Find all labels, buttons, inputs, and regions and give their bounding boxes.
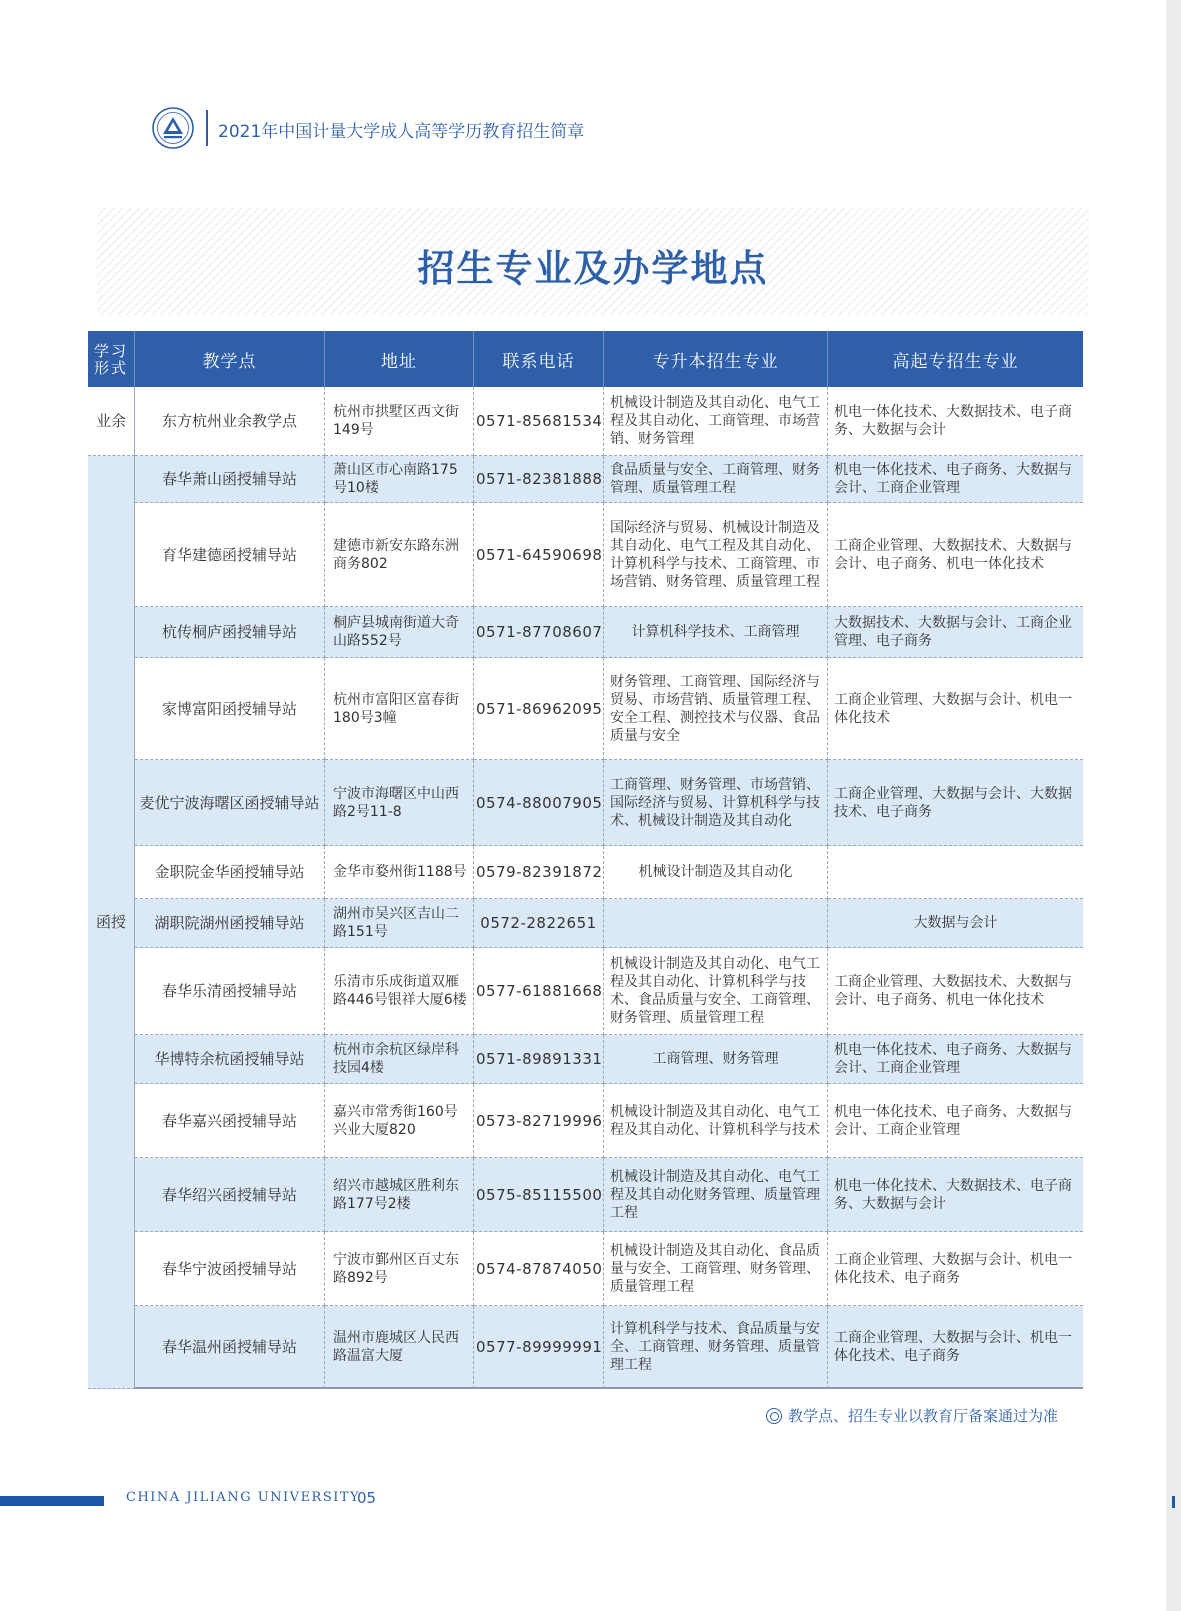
- table-row: [88, 1306, 1083, 1389]
- upgrade-majors-cell: 计算机科学技术、工商管理: [604, 607, 828, 658]
- phone-cell: 0571-64590698: [474, 503, 604, 607]
- address-cell: 嘉兴市常秀街160号兴业大厦820: [325, 1084, 474, 1158]
- address-cell: 杭州市余杭区绿岸科技园4楼: [325, 1035, 474, 1084]
- site-cell: 春华绍兴函授辅导站: [135, 1158, 325, 1232]
- site-cell: 金职院金华函授辅导站: [135, 846, 325, 899]
- upgrade-majors-cell: 机械设计制造及其自动化、电气工程及其自动化财务管理、质量管理工程: [604, 1158, 828, 1232]
- address-cell: 湖州市吴兴区吉山二路151号: [325, 899, 474, 948]
- table-row: [88, 607, 1083, 658]
- site-cell: 华博特余杭函授辅导站: [135, 1035, 325, 1084]
- site-cell: 麦优宁波海曙区函授辅导站: [135, 760, 325, 846]
- study-form-correspondence: 函授: [88, 456, 135, 1389]
- phone-cell: 0571-89891331: [474, 1035, 604, 1084]
- site-cell: 杭传桐庐函授辅导站: [135, 607, 325, 658]
- target-circle-icon: [766, 1408, 782, 1424]
- site-cell: 春华温州函授辅导站: [135, 1306, 325, 1389]
- column-header-phone: 联系电话: [474, 331, 604, 387]
- college-majors-cell: 工商企业管理、大数据与会计、机电一体化技术、电子商务: [828, 1306, 1083, 1389]
- college-majors-cell: 工商企业管理、大数据技术、大数据与会计、电子商务、机电一体化技术: [828, 503, 1083, 607]
- table-row: [88, 503, 1083, 607]
- address-cell: 宁波市海曙区中山西路2号11-8: [325, 760, 474, 846]
- college-majors-cell: 机电一体化技术、大数据技术、电子商务、大数据与会计: [828, 387, 1083, 456]
- college-majors-cell: 大数据技术、大数据与会计、工商企业管理、电子商务: [828, 607, 1083, 658]
- site-cell: 春华嘉兴函授辅导站: [135, 1084, 325, 1158]
- upgrade-majors-cell: 食品质量与安全、工商管理、财务管理、质量管理工程: [604, 456, 828, 503]
- phone-cell: 0571-87708607: [474, 607, 604, 658]
- table-header-row: [88, 331, 1083, 387]
- page-edge-mark: [1172, 1496, 1175, 1508]
- address-cell: 绍兴市越城区胜利东路177号2楼: [325, 1158, 474, 1232]
- footer-university-name: CHINA JILIANG UNIVERSITY: [126, 1490, 361, 1505]
- column-header-upgrade-majors: 专升本招生专业: [604, 331, 828, 387]
- site-cell: 湖职院湖州函授辅导站: [135, 899, 325, 948]
- college-majors-cell: 大数据与会计: [828, 899, 1083, 948]
- upgrade-majors-cell: 工商管理、财务管理: [604, 1035, 828, 1084]
- phone-cell: 0571-85681534: [474, 387, 604, 456]
- header-divider: [206, 110, 208, 146]
- table-row: [88, 387, 1083, 456]
- column-header-study-form: 学习形式: [88, 331, 135, 387]
- table-row: [88, 1232, 1083, 1306]
- study-form-parttime: 业余: [88, 387, 135, 456]
- document-header-title: 2021年中国计量大学成人高等学历教育招生简章: [218, 122, 585, 142]
- college-majors-cell: 工商企业管理、大数据与会计、机电一体化技术: [828, 658, 1083, 760]
- table-row: [88, 948, 1083, 1035]
- upgrade-majors-cell: [604, 899, 828, 948]
- phone-cell: 0577-61881668: [474, 948, 604, 1035]
- upgrade-majors-cell: 工商管理、财务管理、市场营销、国际经济与贸易、计算机科学与技术、机械设计制造及其自动化: [604, 760, 828, 846]
- phone-cell: 0574-88007905: [474, 760, 604, 846]
- address-cell: 杭州市富阳区富春街180号3幢: [325, 658, 474, 760]
- address-cell: 温州市鹿城区人民西路温富大厦: [325, 1306, 474, 1389]
- college-majors-cell: 工商企业管理、大数据与会计、机电一体化技术、电子商务: [828, 1232, 1083, 1306]
- upgrade-majors-cell: 国际经济与贸易、机械设计制造及其自动化、电气工程及其自动化、计算机科学与技术、工商管理、市场营销、财务管理、质量管理工程: [604, 503, 828, 607]
- college-majors-cell: 机电一体化技术、电子商务、大数据与会计、工商企业管理: [828, 1035, 1083, 1084]
- site-cell: 春华宁波函授辅导站: [135, 1232, 325, 1306]
- address-cell: 萧山区市心南路175号10楼: [325, 456, 474, 503]
- column-header-address: 地址: [325, 331, 474, 387]
- page-edge-strip: [1166, 0, 1181, 1611]
- phone-cell: 0577-89999991: [474, 1306, 604, 1389]
- site-cell: 春华乐清函授辅导站: [135, 948, 325, 1035]
- table-row: [88, 846, 1083, 899]
- upgrade-majors-cell: 机械设计制造及其自动化、食品质量与安全、工商管理、财务管理、质量管理工程: [604, 1232, 828, 1306]
- table-row: [88, 1158, 1083, 1232]
- footnote: [766, 1405, 1058, 1426]
- upgrade-majors-cell: 机械设计制造及其自动化、电气工程及其自动化、工商管理、市场营销、财务管理: [604, 387, 828, 456]
- university-logo-icon: [152, 107, 194, 149]
- site-cell: 东方杭州业余教学点: [135, 387, 325, 456]
- college-majors-cell: 机电一体化技术、电子商务、大数据与会计、工商企业管理: [828, 1084, 1083, 1158]
- college-majors-cell: 工商企业管理、大数据与会计、大数据技术、电子商务: [828, 760, 1083, 846]
- phone-cell: 0571-86962095: [474, 658, 604, 760]
- section-title: 招生专业及办学地点: [417, 247, 769, 290]
- college-majors-cell: 机电一体化技术、大数据技术、电子商务、大数据与会计: [828, 1158, 1083, 1232]
- footnote-text: 教学点、招生专业以教育厅备案通过为准: [788, 1407, 1059, 1425]
- phone-cell: 0571-82381888: [474, 456, 604, 503]
- address-cell: 杭州市拱墅区西文街149号: [325, 387, 474, 456]
- column-header-college-majors: 高起专招生专业: [828, 331, 1083, 387]
- address-cell: 桐庐县城南街道大奇山路552号: [325, 607, 474, 658]
- phone-cell: 0575-85115500: [474, 1158, 604, 1232]
- site-cell: 家博富阳函授辅导站: [135, 658, 325, 760]
- phone-cell: 0573-82719996: [474, 1084, 604, 1158]
- table-row: [88, 1035, 1083, 1084]
- college-majors-cell: 机电一体化技术、电子商务、大数据与会计、工商企业管理: [828, 456, 1083, 503]
- college-majors-cell: 工商企业管理、大数据技术、大数据与会计、电子商务、机电一体化技术: [828, 948, 1083, 1035]
- upgrade-majors-cell: 机械设计制造及其自动化: [604, 846, 828, 899]
- page-number: 05: [357, 1489, 377, 1507]
- address-cell: 建德市新安东路东洲商务802: [325, 503, 474, 607]
- table-row: [88, 456, 1083, 503]
- table-row: [88, 1084, 1083, 1158]
- phone-cell: 0574-87874050: [474, 1232, 604, 1306]
- phone-cell: 0579-82391872: [474, 846, 604, 899]
- upgrade-majors-cell: 机械设计制造及其自动化、电气工程及其自动化、计算机科学与技术、食品质量与安全、工商管理、财务管理、质量管理工程: [604, 948, 828, 1035]
- upgrade-majors-cell: 财务管理、工商管理、国际经济与贸易、市场营销、质量管理工程、安全工程、测控技术与仪器、食品质量与安全: [604, 658, 828, 760]
- address-cell: 金华市婺州街1188号: [325, 846, 474, 899]
- enrollment-table: [88, 331, 1083, 1389]
- address-cell: 乐清市乐成街道双雁路446号银祥大厦6楼: [325, 948, 474, 1035]
- column-header-site: 教学点: [135, 331, 325, 387]
- table-row: [88, 899, 1083, 948]
- phone-cell: 0572-2822651: [474, 899, 604, 948]
- table-row: [88, 760, 1083, 846]
- site-cell: 春华萧山函授辅导站: [135, 456, 325, 503]
- table-row: [88, 658, 1083, 760]
- site-cell: 育华建德函授辅导站: [135, 503, 325, 607]
- footer-bar: [0, 1496, 104, 1506]
- upgrade-majors-cell: 计算机科学与技术、食品质量与安全、工商管理、财务管理、质量管理工程: [604, 1306, 828, 1389]
- college-majors-cell: [828, 846, 1083, 899]
- upgrade-majors-cell: 机械设计制造及其自动化、电气工程及其自动化、计算机科学与技术: [604, 1084, 828, 1158]
- address-cell: 宁波市鄞州区百丈东路892号: [325, 1232, 474, 1306]
